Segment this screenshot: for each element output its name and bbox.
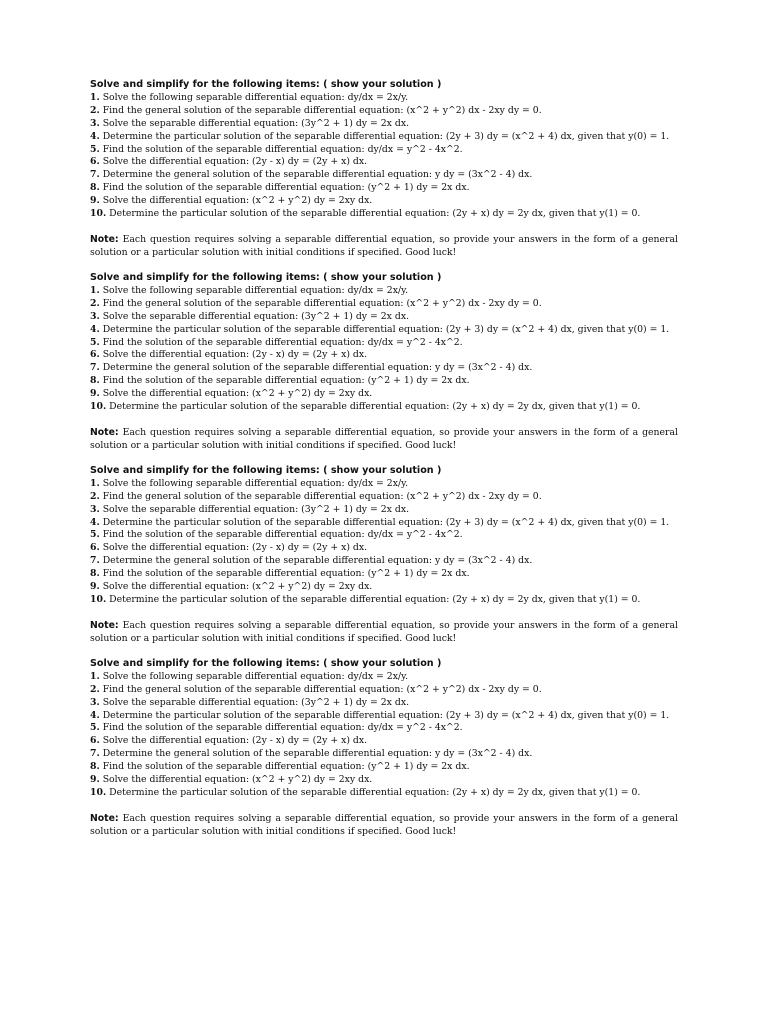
problem-item [90, 568, 678, 581]
problem-item [90, 710, 678, 723]
problem-item [90, 761, 678, 774]
problem-text: Find the solution of the separable differential equation: dy/dx = y^2 - 4x^2. [102, 336, 463, 348]
problem-item [90, 298, 678, 311]
note-text: Each question requires solving a separable differential equation, so provide your answers in the form of a general solution or a particular solution with initial conditions if specified. Good luck! [90, 426, 678, 451]
problem-item [90, 684, 678, 697]
problem-number: 4. [90, 130, 100, 142]
problem-number: 8. [90, 761, 100, 773]
problem-number: 2. [90, 490, 100, 502]
problem-item [90, 542, 678, 555]
problem-item [90, 337, 678, 350]
problem-set-heading: Solve and simplify for the following items: ( show your solution ) [90, 79, 442, 90]
problem-number: 7. [90, 362, 100, 374]
problem-item [90, 311, 678, 324]
problem-set-block [90, 272, 678, 453]
problem-text: Determine the particular solution of the separable differential equation: (2y + 3) dy = (x^2 + 4) dx, given that y(0) = 1. [102, 709, 670, 721]
problem-number: 2. [90, 104, 100, 116]
problem-text: Solve the differential equation: (x^2 + y^2) dy = 2xy dx. [102, 388, 373, 400]
problem-number: 10. [90, 208, 107, 220]
problem-set-block [90, 658, 678, 839]
problem-text: Solve the differential equation: (x^2 + y^2) dy = 2xy dx. [102, 774, 373, 786]
problem-number: 2. [90, 297, 100, 309]
problem-item [90, 118, 678, 131]
problem-set-heading: Solve and simplify for the following items: ( show your solution ) [90, 271, 442, 283]
problem-text: Determine the particular solution of the separable differential equation: (2y + 3) dy = (x^2 + 4) dx, given that y(0) = 1. [102, 323, 670, 335]
problem-item [90, 697, 678, 710]
problem-item [90, 478, 678, 491]
problem-number: 2. [90, 683, 100, 695]
problem-item [90, 774, 678, 787]
note-paragraph [90, 427, 678, 453]
problem-text: Determine the general solution of the separable differential equation: y dy = (3x^2 - 4) dx. [102, 362, 533, 374]
problem-text: Solve the separable differential equation: (3y^2 + 1) dy = 2x dx. [102, 310, 410, 322]
problem-text: Solve the separable differential equation: (3y^2 + 1) dy = 2x dx. [102, 696, 410, 708]
problem-item [90, 555, 678, 568]
problem-number: 7. [90, 748, 100, 760]
problem-number: 8. [90, 182, 100, 194]
problem-number: 1. [90, 477, 100, 489]
problem-item [90, 156, 678, 169]
problem-item [90, 105, 678, 118]
problem-number: 1. [90, 91, 100, 103]
problem-item [90, 401, 678, 414]
problem-text: Find the general solution of the separable differential equation: (x^2 + y^2) dx - 2xy dy = 0. [102, 683, 542, 695]
problem-text: Find the solution of the separable differential equation: dy/dx = y^2 - 4x^2. [102, 722, 463, 734]
problem-number: 4. [90, 709, 100, 721]
problem-text: Determine the general solution of the separable differential equation: y dy = (3x^2 - 4) dx. [102, 169, 533, 181]
problem-number: 8. [90, 568, 100, 580]
problem-item [90, 208, 678, 221]
problem-item [90, 671, 678, 684]
problem-item [90, 722, 678, 735]
problem-text: Solve the following separable differential equation: dy/dx = 2x/y. [102, 284, 409, 296]
problem-item [90, 517, 678, 530]
problem-number: 3. [90, 310, 100, 322]
problem-text: Determine the particular solution of the separable differential equation: (2y + x) dy = 2y dx, given that y(1) = 0. [109, 401, 641, 413]
problem-number: 5. [90, 336, 100, 348]
note-text: Each question requires solving a separable differential equation, so provide your answers in the form of a general solution or a particular solution with initial conditions if specified. Good luck! [90, 619, 678, 644]
problem-item [90, 491, 678, 504]
problem-text: Find the general solution of the separable differential equation: (x^2 + y^2) dx - 2xy dy = 0. [102, 104, 542, 116]
problem-item [90, 388, 678, 401]
problem-number: 5. [90, 143, 100, 155]
problem-text: Find the general solution of the separable differential equation: (x^2 + y^2) dx - 2xy dy = 0. [102, 297, 542, 309]
problem-number: 7. [90, 555, 100, 567]
problem-number: 6. [90, 542, 100, 554]
problem-item [90, 144, 678, 157]
problem-item [90, 169, 678, 182]
problem-text: Solve the following separable differential equation: dy/dx = 2x/y. [102, 670, 409, 682]
problem-number: 7. [90, 169, 100, 181]
problem-number: 9. [90, 195, 100, 207]
problem-set-block [90, 465, 678, 646]
problem-number: 6. [90, 156, 100, 168]
problem-set-heading: Solve and simplify for the following items: ( show your solution ) [90, 464, 442, 476]
problem-number: 1. [90, 284, 100, 296]
problem-item [90, 362, 678, 375]
problem-text: Solve the following separable differential equation: dy/dx = 2x/y. [102, 477, 409, 489]
problem-number: 10. [90, 594, 107, 605]
problem-text: Determine the general solution of the separable differential equation: y dy = (3x^2 - 4) dx. [102, 555, 533, 567]
problem-item [90, 285, 678, 298]
problem-number: 3. [90, 117, 100, 129]
problem-text: Solve the differential equation: (2y - x) dy = (2y + x) dx. [102, 349, 368, 361]
problem-set-heading: Solve and simplify for the following items: ( show your solution ) [90, 657, 442, 669]
note-paragraph [90, 234, 678, 260]
problem-text: Solve the separable differential equation: (3y^2 + 1) dy = 2x dx. [102, 503, 410, 515]
note-paragraph [90, 620, 678, 646]
problem-text: Find the solution of the separable differential equation: dy/dx = y^2 - 4x^2. [102, 529, 463, 541]
problem-item [90, 735, 678, 748]
problem-text: Determine the particular solution of the separable differential equation: (2y + 3) dy = (x^2 + 4) dx, given that y(0) = 1. [102, 516, 670, 528]
problem-item [90, 504, 678, 517]
problem-number: 3. [90, 696, 100, 708]
problem-number: 5. [90, 529, 100, 541]
problem-text: Find the solution of the separable differential equation: (y^2 + 1) dy = 2x dx. [102, 182, 470, 194]
problem-text: Solve the following separable differential equation: dy/dx = 2x/y. [102, 91, 409, 103]
problem-text: Determine the particular solution of the separable differential equation: (2y + x) dy = 2y dx, given that y(1) = 0. [109, 786, 641, 798]
problem-text: Solve the differential equation: (x^2 + y^2) dy = 2xy dx. [102, 195, 373, 207]
problem-text: Determine the particular solution of the separable differential equation: (2y + 3) dy = (x^2 + 4) dx, given that y(0) = 1. [102, 130, 670, 142]
problem-text: Find the solution of the separable differential equation: dy/dx = y^2 - 4x^2. [102, 143, 463, 155]
note-text: Each question requires solving a separable differential equation, so provide your answers in the form of a general solution or a particular solution with initial conditions if specified. Good luck! [90, 233, 678, 258]
problem-text: Solve the separable differential equation: (3y^2 + 1) dy = 2x dx. [102, 117, 410, 129]
note-text: Each question requires solving a separable differential equation, so provide your answers in the form of a general solution or a particular solution with initial conditions if specified. Good luck! [90, 812, 678, 837]
document-page [90, 79, 678, 839]
note-label: Note: [90, 426, 119, 438]
problem-item [90, 594, 678, 607]
problem-number: 4. [90, 516, 100, 528]
problem-number: 10. [90, 401, 107, 413]
problem-text: Solve the differential equation: (2y - x) dy = (2y + x) dx. [102, 735, 368, 747]
problem-number: 6. [90, 349, 100, 361]
problem-number: 8. [90, 375, 100, 387]
problem-set-block [90, 79, 678, 260]
problem-item [90, 581, 678, 594]
problem-item [90, 131, 678, 144]
problem-text: Determine the particular solution of the separable differential equation: (2y + x) dy = 2y dx, given that y(1) = 0. [109, 208, 641, 220]
problem-item [90, 92, 678, 105]
note-paragraph [90, 813, 678, 839]
problem-text: Solve the differential equation: (2y - x) dy = (2y + x) dx. [102, 542, 368, 554]
problem-text: Find the solution of the separable differential equation: (y^2 + 1) dy = 2x dx. [102, 568, 470, 580]
problem-item [90, 375, 678, 388]
problem-item [90, 787, 678, 800]
problem-item [90, 529, 678, 542]
problem-text: Solve the differential equation: (x^2 + y^2) dy = 2xy dx. [102, 581, 373, 593]
problem-number: 1. [90, 670, 100, 682]
problem-text: Find the general solution of the separable differential equation: (x^2 + y^2) dx - 2xy dy = 0. [102, 490, 542, 502]
problem-number: 6. [90, 735, 100, 747]
problem-number: 3. [90, 503, 100, 515]
problem-item [90, 182, 678, 195]
problem-number: 4. [90, 323, 100, 335]
note-label: Note: [90, 812, 119, 824]
problem-text: Find the solution of the separable differential equation: (y^2 + 1) dy = 2x dx. [102, 375, 470, 387]
problem-text: Determine the general solution of the separable differential equation: y dy = (3x^2 - 4) dx. [102, 748, 533, 760]
problem-number: 9. [90, 774, 100, 786]
problem-item [90, 349, 678, 362]
problem-item [90, 748, 678, 761]
problem-number: 10. [90, 786, 107, 798]
problem-text: Determine the particular solution of the separable differential equation: (2y + x) dy = 2y dx, given that y(1) = 0. [109, 594, 641, 605]
problem-number: 5. [90, 722, 100, 734]
problem-text: Find the solution of the separable differential equation: (y^2 + 1) dy = 2x dx. [102, 761, 470, 773]
note-label: Note: [90, 233, 119, 245]
problem-text: Solve the differential equation: (2y - x) dy = (2y + x) dx. [102, 156, 368, 168]
problem-number: 9. [90, 581, 100, 593]
note-label: Note: [90, 619, 119, 631]
problem-item [90, 324, 678, 337]
problem-item [90, 195, 678, 208]
problem-number: 9. [90, 388, 100, 400]
